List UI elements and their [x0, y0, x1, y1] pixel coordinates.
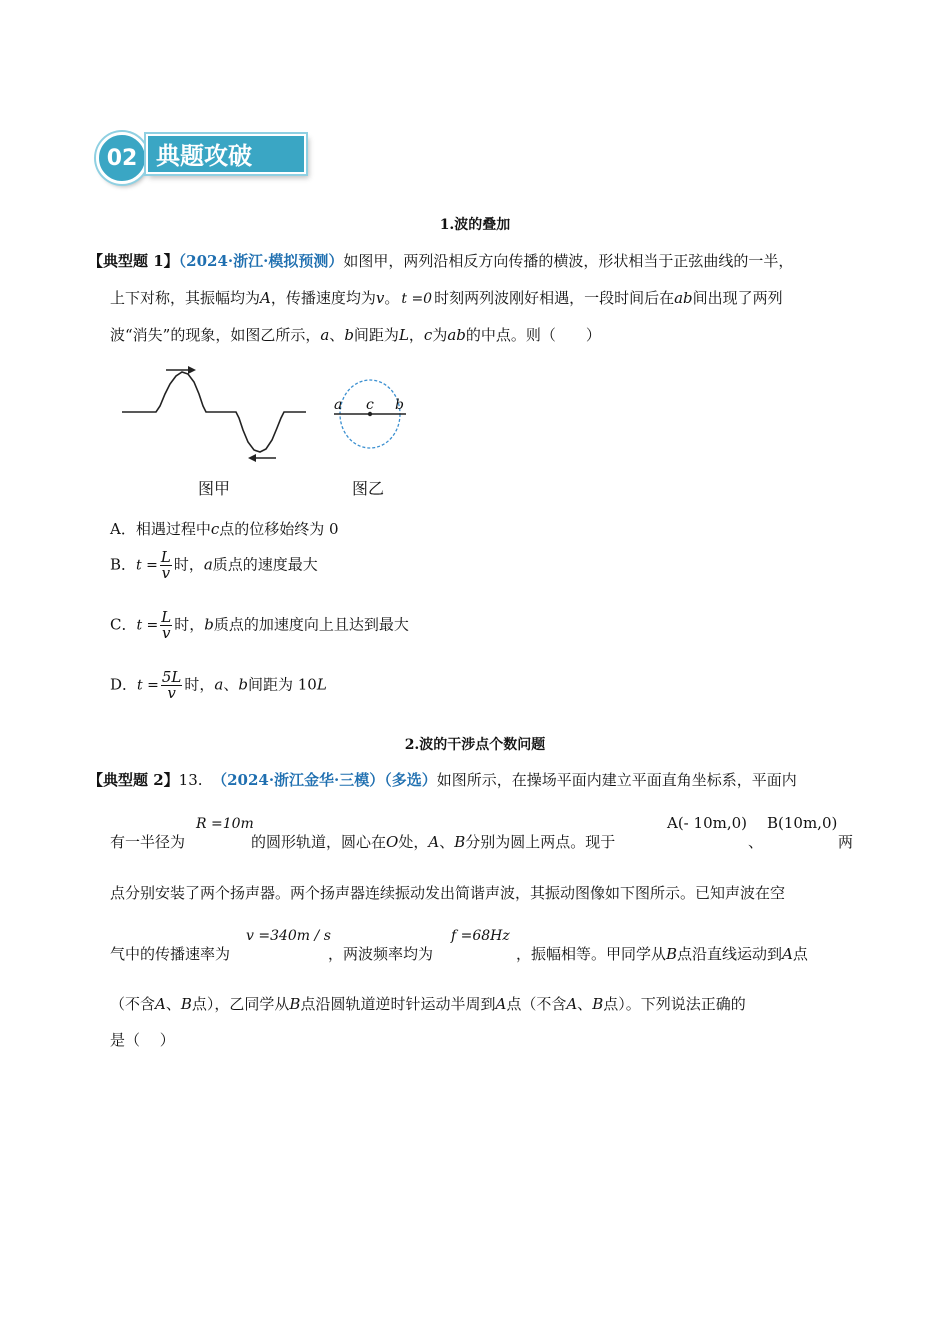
q2-var: A [155, 995, 166, 1013]
fraction-numerator: L [160, 548, 171, 566]
q2-speed [246, 928, 331, 944]
figure-yi-caption: 图乙 [352, 479, 385, 498]
q2-var: A [566, 995, 578, 1013]
option-text: 点的位移始终为 0 [219, 520, 339, 538]
q2-line4-c [516, 943, 808, 964]
q2-text: 处， [398, 833, 429, 851]
q2-number: 13. [178, 771, 203, 789]
q1-var: ab [674, 289, 693, 307]
q1-text: 时刻两列波刚好相遇，一段时间后在 [434, 289, 675, 307]
option-equation: t = [136, 617, 159, 634]
option-letter: B． [110, 555, 137, 574]
q2-text: 有一半径为 [110, 833, 186, 851]
fraction-denominator: v [161, 564, 171, 582]
fig-label-c: c [366, 397, 374, 413]
figure-yi-diagram [330, 374, 410, 454]
q1-text: 为 [432, 326, 448, 344]
q2-tag: 【典型题 2】 [88, 771, 179, 789]
q2-var: B [289, 995, 301, 1013]
q2-two: 两 [838, 833, 854, 851]
option-text: 时， [173, 555, 204, 574]
q2-text: （不含 [110, 995, 156, 1013]
banner-title: 典题攻破 [146, 134, 306, 174]
q1-var: b [344, 326, 354, 344]
q2-line6: 是（ ） [110, 1031, 175, 1049]
option-text: 相遇过程中 [135, 520, 211, 538]
q2-var: O [386, 833, 399, 851]
q2-text: 点（不含 [506, 995, 567, 1013]
q2-point-a: A(- 10m,0) [667, 814, 747, 832]
q1-text: ， [408, 326, 424, 344]
q1-text: 间出现了两列 [692, 289, 783, 307]
q2-text: 如图所示，在操场平面内建立平面直角坐标系，平面内 [436, 771, 797, 789]
q2-text: 点）。下列说法正确的 [603, 995, 746, 1013]
q2-radius [196, 816, 254, 832]
option-text: 、 [223, 675, 239, 694]
q1-var: ab [447, 326, 466, 344]
banner-number: 02 [96, 132, 148, 184]
q2-point-b: B(10m,0) [767, 814, 838, 832]
q1-text: 的中点。则（ ） [465, 326, 601, 344]
option-text: 质点的速度最大 [212, 555, 318, 574]
q2-equation: f =68Hz [451, 928, 510, 944]
q1-equation: t =0 [401, 291, 433, 307]
q2-text: 点沿直线运动到 [677, 945, 783, 963]
section1-title: 1.波的叠加 [439, 217, 511, 233]
q2-text: 点沿圆轨道逆时针运动半周到 [300, 995, 496, 1013]
fraction-numerator: L [161, 608, 172, 626]
q2-line5 [110, 993, 746, 1014]
option-letter: A． [110, 520, 136, 538]
q2-text: 点 [792, 945, 808, 963]
q2-equation: R =10m [196, 816, 254, 832]
q1-text: 、 [329, 326, 345, 344]
fraction-denominator: v [167, 684, 176, 702]
q2-var: B [666, 945, 678, 963]
option-fraction [160, 610, 172, 641]
q2-line2 [110, 831, 615, 852]
option-var: c [210, 520, 220, 538]
option-text: 时， [184, 675, 215, 694]
q1-text: 波“消失”的现象，如图乙所示， [110, 326, 321, 344]
fraction-denominator: v [162, 624, 171, 642]
q2-var: B [454, 833, 466, 851]
q1-line3 [110, 324, 601, 345]
q1-var: a [320, 326, 330, 344]
fig-label-b: b [395, 397, 404, 413]
option-letter: D． [110, 675, 138, 694]
q2-text: 点），乙同学从 [191, 995, 290, 1013]
q1-var: v [375, 289, 385, 307]
option-var: b [204, 615, 214, 634]
q2-text: 的圆形轨道，圆心在 [251, 833, 387, 851]
figure-jia-wave [118, 362, 310, 466]
q2-var: A [782, 945, 793, 963]
q1-text: 上下对称，其振幅均为 [110, 289, 261, 307]
option-fraction [161, 670, 183, 701]
fig-label-a: a [334, 397, 343, 413]
q1-var: c [423, 326, 433, 344]
q2-frequency [451, 928, 510, 944]
section2-title: 2.波的干涉点个数问题 [404, 737, 546, 753]
option-a [110, 518, 339, 539]
option-text: 时， [174, 615, 205, 634]
option-text: 质点的加速度向上且达到最大 [213, 615, 409, 634]
option-c [110, 610, 409, 641]
q2-line4-b: ，两波频率均为 [328, 945, 434, 963]
q1-text: 如图甲，两列沿相反方向传播的横波，形状相当于正弦曲线的一半， [343, 252, 794, 270]
q2-line4-a: 气中的传播速率为 [110, 945, 231, 963]
q1-line1 [88, 250, 793, 271]
option-b [110, 550, 318, 581]
q1-line2 [110, 287, 783, 308]
q2-source: （2024·浙江金华·三模）（多选） [212, 771, 437, 789]
option-equation: t = [136, 557, 158, 574]
q2-var: A [428, 833, 440, 851]
q2-text: 、 [439, 833, 455, 851]
option-var: a [214, 675, 224, 694]
option-fraction [160, 550, 172, 581]
q1-var: A [260, 289, 271, 307]
q1-text: 间距为 [353, 326, 399, 344]
option-var: L [316, 675, 327, 694]
fraction-numerator: 5L [161, 668, 182, 686]
option-var: a [203, 555, 213, 574]
q2-var: B [592, 995, 604, 1013]
option-letter: C． [110, 615, 137, 634]
q1-source: （2024·浙江·模拟预测） [178, 252, 344, 270]
q2-sep: 、 [748, 833, 764, 851]
q1-text: 。 [384, 289, 400, 307]
option-text: 间距为 10 [247, 675, 317, 694]
q2-equation: v =340m / s [246, 928, 331, 944]
q2-text: 、 [577, 995, 593, 1013]
q2-text: 分别为圆上两点。现于 [465, 833, 616, 851]
q1-text: ，传播速度均为 [270, 289, 376, 307]
q1-var: L [398, 326, 409, 344]
q2-line1 [88, 769, 797, 790]
figure-jia-caption: 图甲 [198, 479, 231, 498]
q2-line3: 点分别安装了两个扬声器。两个扬声器连续振动发出简谐声波，其振动图像如下图所示。已知声波在空 [110, 884, 786, 902]
q1-tag: 【典型题 1】 [88, 252, 179, 270]
q2-text: ，振幅相等。甲同学从 [516, 945, 667, 963]
q2-text: 、 [165, 995, 181, 1013]
option-d [110, 670, 327, 701]
option-var: b [238, 675, 248, 694]
q2-var: B [180, 995, 192, 1013]
section-banner [96, 128, 316, 184]
option-equation: t = [137, 677, 159, 694]
q2-var: A [495, 995, 507, 1013]
